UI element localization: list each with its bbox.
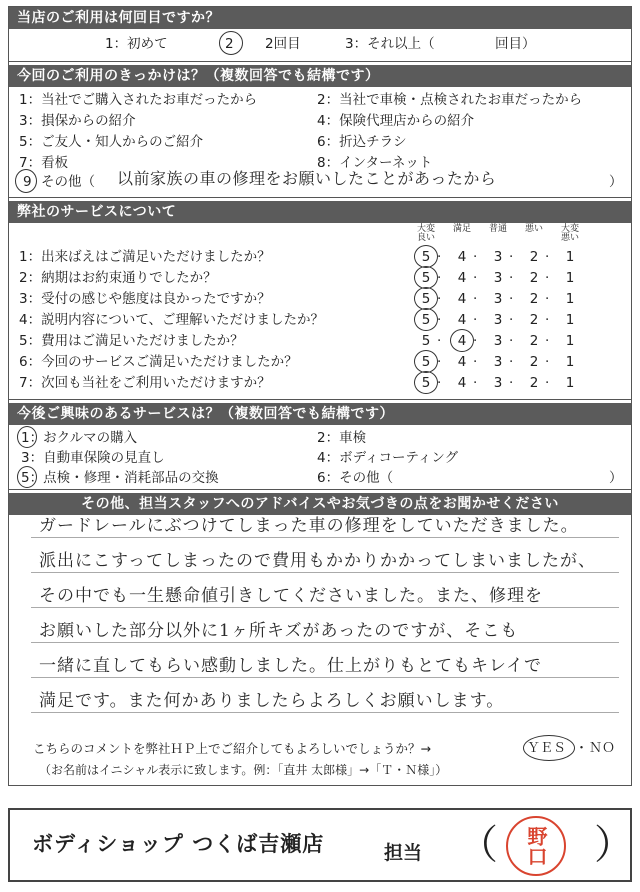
comment-rule xyxy=(31,537,619,538)
comment-rule xyxy=(31,572,619,573)
q3-question: 4：説明内容について、ご理解いただけましたか？ xyxy=(19,312,325,328)
q3-rating-option[interactable]: 5 xyxy=(421,249,431,265)
q3-rating-separator: · xyxy=(437,312,442,328)
q3-rating-separator: · xyxy=(545,270,550,286)
q3-question: 6：今回のサービスご満足いただけましたか？ xyxy=(19,354,298,370)
q2-item[interactable]: 5：ご友人・知人からのご紹介 xyxy=(19,134,204,150)
q3-rating-separator: · xyxy=(545,249,550,265)
consent-note: （お名前はイニシャル表示に致します。例：「直井 太郎様」→「Ｔ・Ｎ様」） xyxy=(39,763,448,777)
q3-selected-circle xyxy=(414,245,438,268)
q3-rating-option[interactable]: 4 xyxy=(457,375,467,391)
comment-rule xyxy=(31,712,619,713)
q3-rating-option[interactable]: 2 xyxy=(529,333,539,349)
q3-rating-option[interactable]: 1 xyxy=(565,375,575,391)
q3-rating-option[interactable]: 1 xyxy=(565,249,575,265)
q3-rating-separator: · xyxy=(473,354,478,370)
divider xyxy=(9,399,631,400)
q3-rating-option[interactable]: 5 xyxy=(421,375,431,391)
comment-rule xyxy=(31,642,619,643)
q3-rating-separator: · xyxy=(545,354,550,370)
col-header-very-good: 大変良い xyxy=(416,224,435,243)
q3-rating-separator: · xyxy=(509,375,514,391)
q3-rating-option[interactable]: 4 xyxy=(457,354,467,370)
q3-rating-option[interactable]: 3 xyxy=(493,249,503,265)
q4-item[interactable]: 1：おクルマの購入 xyxy=(21,430,138,446)
q3-rating-separator: · xyxy=(509,354,514,370)
q3-rating-separator: · xyxy=(473,291,478,307)
q3-rating-option[interactable]: 4 xyxy=(457,312,467,328)
q4-item[interactable]: 6：その他（ xyxy=(317,470,394,486)
consent-separator: ・ xyxy=(575,741,589,756)
q3-rating-option[interactable]: 1 xyxy=(565,270,575,286)
q3-rating-option[interactable]: 4 xyxy=(457,291,467,307)
q3-rating-option[interactable]: 3 xyxy=(493,375,503,391)
q2-item[interactable]: 1：当社でご購入されたお車だったから xyxy=(19,92,258,108)
q1-option-2[interactable]: 2回目 xyxy=(265,36,301,52)
q3-rating-option[interactable]: 5 xyxy=(421,270,431,286)
col-header-very-bad: 大変悪い xyxy=(560,224,579,243)
q2-item[interactable]: 8：インターネット xyxy=(317,155,433,171)
q3-question: 2：納期はお約束通りでしたか？ xyxy=(19,270,217,286)
q3-selected-circle xyxy=(414,350,438,373)
q3-rating-separator: · xyxy=(545,375,550,391)
q3-rating-option[interactable]: 1 xyxy=(565,333,575,349)
comment-line-3[interactable]: その中でも一生懸命値引きしてくださいました。また、修理を xyxy=(39,586,543,606)
q4-item[interactable]: 4：ボディコーティング xyxy=(317,450,459,466)
q1-header: 当店のご利用は何回目ですか？ xyxy=(9,7,631,29)
q3-rating-option[interactable]: 3 xyxy=(493,291,503,307)
q3-rating-separator: · xyxy=(509,312,514,328)
paren-open: （ xyxy=(458,822,498,868)
q3-rating-separator: · xyxy=(473,375,478,391)
q3-rating-separator: · xyxy=(437,291,442,307)
q3-rating-separator: · xyxy=(545,312,550,328)
q3-rating-option[interactable]: 2 xyxy=(529,312,539,328)
q4-item[interactable]: 5：点検・修理・消耗部品の交換 xyxy=(21,470,219,486)
footer-box xyxy=(8,808,632,882)
q3-rating-option[interactable]: 1 xyxy=(565,354,575,370)
comment-line-6[interactable]: 満足です。また何かありましたらよろしくお願いします。 xyxy=(39,691,505,711)
q2-item[interactable]: 6：折込チラシ xyxy=(317,134,407,150)
consent-no[interactable]: ＮＯ xyxy=(589,741,616,756)
q3-rating-separator: · xyxy=(437,375,442,391)
q3-rating-option[interactable]: 5 xyxy=(421,312,431,328)
q3-rating-separator: · xyxy=(437,333,442,349)
comment-line-2[interactable]: 派出にこすってしまったので費用もかかりかかってしまいましたが、 xyxy=(39,551,596,571)
q4-item[interactable]: 2：車検 xyxy=(317,430,367,446)
q3-question: 1：出来ばえはご満足いただけましたか？ xyxy=(19,249,271,265)
q2-other-number[interactable]: 9 xyxy=(23,174,32,190)
consent-yes[interactable]: ＹＥＳ xyxy=(527,741,567,756)
q3-rating-option[interactable]: 3 xyxy=(493,333,503,349)
q3-header: 弊社のサービスについて xyxy=(9,201,631,223)
q3-selected-circle xyxy=(414,371,438,394)
q3-rating-separator: · xyxy=(509,291,514,307)
q3-rating-separator: · xyxy=(437,270,442,286)
q3-rating-option[interactable]: 1 xyxy=(565,291,575,307)
q3-rating-separator: · xyxy=(473,312,478,328)
q3-question: 5：費用はご満足いただけましたか？ xyxy=(19,333,244,349)
q1-option-3-suffix: 回目） xyxy=(495,36,536,52)
q3-rating-option[interactable]: 5 xyxy=(421,291,431,307)
q3-selected-circle xyxy=(414,308,438,331)
q3-selected-circle xyxy=(414,287,438,310)
q1-option-3[interactable]: 3：それ以上（ xyxy=(345,36,435,52)
q3-rating-separator: · xyxy=(437,354,442,370)
q3-rating-separator: · xyxy=(545,291,550,307)
q3-rating-option[interactable]: 4 xyxy=(457,270,467,286)
q3-rating-separator: · xyxy=(509,333,514,349)
q3-question: 7：次回も当社をご利用いただけますか？ xyxy=(19,375,271,391)
comment-line-1[interactable]: ガードレールにぶつけてしまった車の修理をしていただきました。 xyxy=(39,516,579,536)
q3-rating-option[interactable]: 1 xyxy=(565,312,575,328)
q3-rating-option[interactable]: 3 xyxy=(493,270,503,286)
divider xyxy=(9,61,631,62)
q5-header: その他、担当スタッフへのアドバイスやお気づきの点をお聞かせください xyxy=(9,493,631,515)
q2-item[interactable]: 2：当社で車検・点検されたお車だったから xyxy=(317,92,583,108)
q2-other-close: ） xyxy=(609,174,623,190)
q3-rating-option[interactable]: 2 xyxy=(529,375,539,391)
comment-line-4[interactable]: お願いした部分以外に1ヶ所キズがあったのですが、そこも xyxy=(39,621,519,641)
q2-item[interactable]: 4：保険代理店からの紹介 xyxy=(317,113,475,129)
q3-question: 3：受付の感じや態度は良かったですか？ xyxy=(19,291,271,307)
q4-item[interactable]: 3：自動車保険の見直し xyxy=(21,450,165,466)
q4-other-close: ） xyxy=(609,470,623,486)
paren-close: ） xyxy=(594,822,634,868)
q3-rating-option[interactable]: 2 xyxy=(529,249,539,265)
staff-label: 担当 xyxy=(384,842,423,864)
q3-rating-separator: · xyxy=(473,249,478,265)
q3-rating-option[interactable]: 5 xyxy=(421,333,431,349)
q3-rating-separator: · xyxy=(437,249,442,265)
q3-rating-option[interactable]: 3 xyxy=(493,354,503,370)
q3-rating-option[interactable]: 4 xyxy=(457,333,467,349)
consent-question: こちらのコメントを弊社ＨＰ上でご紹介してもよろしいでしょうか？→ xyxy=(33,741,431,756)
q3-rating-option[interactable]: 4 xyxy=(457,249,467,265)
q3-rating-separator: · xyxy=(509,270,514,286)
q3-selected-circle xyxy=(450,329,474,352)
q3-rating-option[interactable]: 2 xyxy=(529,270,539,286)
col-header-satisfied: 満足 xyxy=(452,224,471,234)
comment-rule xyxy=(31,607,619,608)
q3-selected-circle xyxy=(414,266,438,289)
comment-rule xyxy=(31,677,619,678)
survey-form xyxy=(8,6,632,786)
q3-rating-separator: · xyxy=(473,270,478,286)
q2-other-handwritten[interactable]: 以前家族の車の修理をお願いしたことがあったから xyxy=(117,169,497,188)
q2-other-label: その他（ xyxy=(41,174,95,190)
col-header-normal: 普通 xyxy=(488,224,507,234)
q2-selected-circle xyxy=(15,169,37,193)
q1-selected-circle xyxy=(219,31,243,55)
staff-stamp: 野口 xyxy=(506,816,566,876)
divider xyxy=(9,197,631,198)
comment-line-5[interactable]: 一緒に直してもらい感動しました。仕上がりもとてもキレイで xyxy=(39,656,542,676)
q3-rating-option[interactable]: 2 xyxy=(529,354,539,370)
q3-rating-option[interactable]: 3 xyxy=(493,312,503,328)
q1-option-1[interactable]: 1：初めて xyxy=(105,36,168,52)
q2-item[interactable]: 7：看板 xyxy=(19,155,69,171)
q3-rating-separator: · xyxy=(545,333,550,349)
col-header-bad: 悪い xyxy=(524,224,543,234)
q3-rating-separator: · xyxy=(509,249,514,265)
q4-header: 今後ご興味のあるサービスは？（複数回答でも結構です） xyxy=(9,403,631,425)
q2-header: 今回のご利用のきっかけは？（複数回答でも結構です） xyxy=(9,65,631,87)
consent-yes-circle xyxy=(523,735,575,761)
q1-option-2-number[interactable]: 2 xyxy=(225,36,234,52)
q3-rating-separator: · xyxy=(473,333,478,349)
q3-rating-option[interactable]: 5 xyxy=(421,354,431,370)
q2-item[interactable]: 3：損保からの紹介 xyxy=(19,113,136,129)
shop-name: ボディショップ つくば吉瀬店 xyxy=(32,832,325,856)
q3-rating-option[interactable]: 2 xyxy=(529,291,539,307)
divider xyxy=(9,489,631,490)
